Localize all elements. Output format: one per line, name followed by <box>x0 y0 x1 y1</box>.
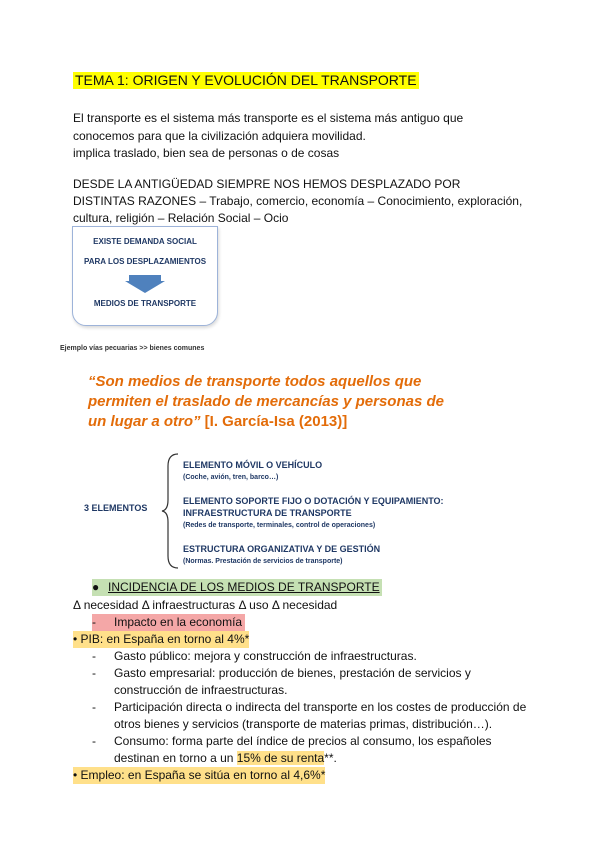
list-item-text: Gasto empresarial: producción de bienes, prestación de servicios y <box>114 666 471 680</box>
rent-post: **. <box>324 751 337 765</box>
rent-pre: destinan en torno a un <box>114 751 237 765</box>
diagram-line-1: EXISTE DEMANDA SOCIAL <box>93 237 197 246</box>
list-item <box>92 648 417 665</box>
cycle-line: Δ necesidad Δ infraestructuras Δ uso Δ necesidad <box>73 598 338 612</box>
list-item-text: Participación directa o indirecta del transporte en los costes de producción de <box>114 700 527 714</box>
element-3-sub: (Normas. Prestación de servicios de transporte) <box>183 558 343 565</box>
impact-dash: - <box>92 615 96 629</box>
down-arrow-icon <box>125 275 165 293</box>
intro-line-1: El transporte es el sistema más transporte es el sistema más antiguo que <box>73 111 464 125</box>
list-item-text: Gasto público: mejora y construcción de infraestructuras. <box>114 649 417 663</box>
list-item-continuation <box>114 750 337 767</box>
list-dash: - <box>92 700 96 714</box>
impact-row <box>92 614 245 631</box>
brace-icon <box>160 452 180 570</box>
reasons-line-1: DESDE LA ANTIGÜEDAD SIEMPRE NOS HEMOS DESPLAZADO POR <box>73 177 461 191</box>
list-dash: - <box>92 649 96 663</box>
quote-text: un lugar a otro” <box>88 413 201 430</box>
element-2-title-2: INFRAESTRUCTURA DE TRANSPORTE <box>183 508 352 518</box>
element-2-sub: (Redes de transporte, terminales, control de operaciones) <box>183 522 376 529</box>
incidence-heading: INCIDENCIA DE LOS MEDIOS DE TRANSPORTE <box>108 580 380 594</box>
list-item <box>92 733 492 750</box>
page-title: TEMA 1: ORIGEN Y EVOLUCIÓN DEL TRANSPORTE <box>75 72 417 88</box>
quote-citation: [I. García-Isa (2013)] <box>204 413 348 430</box>
incidence-heading-row <box>92 579 382 596</box>
quote-line-1: “Son medios de transporte todos aquellos que <box>88 373 422 390</box>
reasons-line-3: cultura, religión – Relación Social – Ocio <box>73 211 289 225</box>
list-item <box>92 699 526 716</box>
impact-label: Impacto en la economía <box>114 615 243 629</box>
bullet-icon: ● <box>92 580 100 594</box>
elements-label: 3 ELEMENTOS <box>84 503 148 513</box>
element-3-title: ESTRUCTURA ORGANIZATIVA Y DE GESTIÓN <box>183 544 381 554</box>
example-note: Ejemplo vías pecuarias >> bienes comunes <box>60 345 205 352</box>
intro-line-2: conocemos para que la civilización adquiera movilidad. <box>73 129 366 143</box>
quote-line-3 <box>88 412 347 431</box>
diagram-line-2: PARA LOS DESPLAZAMIENTOS <box>83 257 207 266</box>
reasons-line-2: DISTINTAS RAZONES – Trabajo, comercio, economía – Conocimiento, exploración, <box>73 194 523 208</box>
element-2-title: ELEMENTO SOPORTE FIJO O DOTACIÓN Y EQUIPAMIENTO: <box>183 496 444 506</box>
element-1-title: ELEMENTO MÓVIL O VEHÍCULO <box>183 460 323 470</box>
demand-diagram <box>72 226 218 326</box>
diagram-line-3: MEDIOS DE TRANSPORTE <box>93 299 197 308</box>
employment-line: • Empleo: en España se sitúa en torno al 4,6%* <box>73 768 326 782</box>
list-item-continuation: construcción de infraestructuras. <box>114 683 288 697</box>
intro-line-3: implica traslado, bien sea de personas o de cosas <box>73 146 340 160</box>
pib-line: • PIB: en España en torno al 4%* <box>73 632 250 646</box>
list-item <box>92 665 471 682</box>
element-1-sub: (Coche, avión, tren, barco…) <box>183 474 279 481</box>
quote-line-2: permiten el traslado de mercancías y personas de <box>88 393 444 410</box>
rent-highlight: 15% de su renta <box>236 751 325 765</box>
list-dash: - <box>92 666 96 680</box>
list-item-text: Consumo: forma parte del índice de precios al consumo, los españoles <box>114 734 492 748</box>
list-dash: - <box>92 734 96 748</box>
list-item-continuation: otros bienes y servicios (transporte de materias primas, distribución…). <box>114 717 493 731</box>
